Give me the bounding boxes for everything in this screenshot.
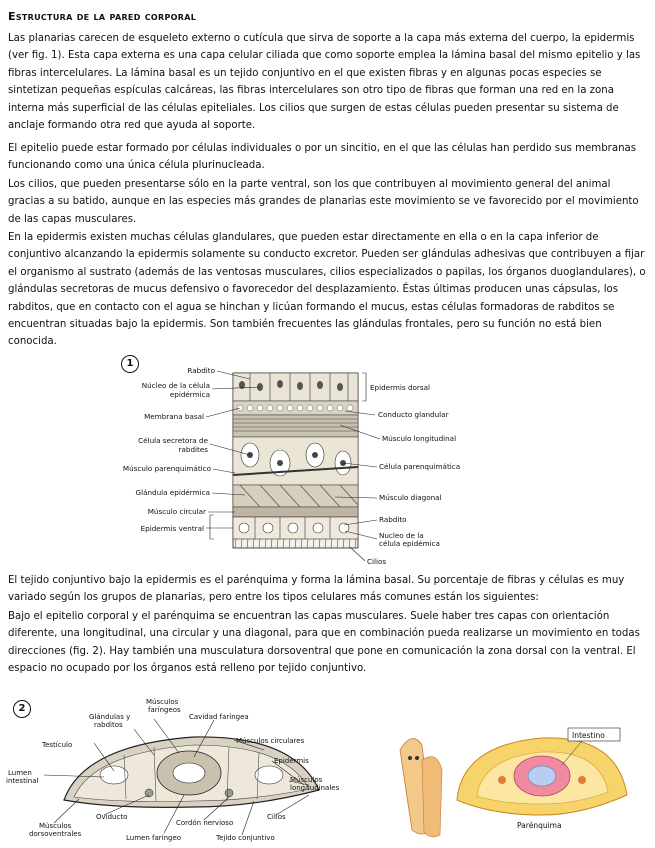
paragraph-cilios: Los cilios, que pueden presentarse sólo en la parte ventral, son los que contribuyen al movimiento general del animal gracias a su batido, aunque en las especies más grandes de planarias este movimiento se ve favorecido por el movimiento de las capas musculares. — [8, 179, 639, 225]
label-musculo-diagonal: Músculo diagonal — [379, 493, 442, 502]
label-cordon-nervioso: Cordón nervioso — [176, 819, 234, 827]
label-musculos-dorsoventrales-2: dorsoventrales — [29, 830, 82, 838]
label-musculos-faringeos-2: faríngeos — [148, 706, 181, 714]
label-membrana-basal: Membrana basal — [144, 412, 204, 421]
label-musculos-faringeos: Músculos — [146, 698, 179, 706]
paragraph-glandulas: En la epidermis existen muchas células glandulares, que pueden estar directamente en ella o en la capa inferior de conjuntivo alcanzando la epidermis solamente su conducto excretor. Pueden ser glándulas adhesivas que contribuyen a fijar el organismo al sustrato (además de las ventosas musculares, cilios especializados o papilas, los órganos duoglandulares), o glándulas secretoras de mucus defensivo o favorecedor del desplazamiento. Éstas últimas producen unas cápsulas, los rabditos, que en contacto con el agua se hinchan y licúan formando el mucus, estas células formadoras de rabditos se encuentran situadas bajo la epidermis. Son también frecuentes las glándulas frontales, pero su función no está bien conocida. — [8, 232, 646, 348]
label-conducto-glandular: Conducto glandular — [378, 410, 449, 419]
label-glandulas-rabditos: Glándulas y — [89, 713, 131, 721]
label-tejido-conjuntivo: Tejido conjuntivo — [216, 834, 275, 842]
label-musculo-longitudinal: Músculo longitudinal — [382, 434, 457, 443]
tissue-block-illustration — [233, 373, 358, 548]
label-lumen-intestinal: Lumen — [8, 769, 32, 777]
paragraph-capas-musculares: Bajo el epitelio corporal y el parénquima se encuentran las capas musculares. Suele haber tres capas con orientación diferente, una longitudinal, una circular y una diagonal, para que en combinación pueda realizarse un movimiento en todas direcciones (fig. 2). Hay también una musculatura dorsoventral que pone en comunicación la zona dorsal con la ventral. El espacio no ocupado por los órganos está relleno por tejido conjuntivo. — [8, 611, 640, 675]
label-nucleo-celula-epidermica: Núcleo de la célula — [141, 381, 210, 390]
label-musculos-circulares: Músculos circulares — [236, 737, 305, 745]
label-musculo-circular: Músculo circular — [147, 507, 206, 516]
paragraph-epitelio: El epitelio puede estar formado por células individuales o por un sincitio, en el que las células han perdido sus membranas funcionando como una única célula plurinucleada. — [8, 143, 637, 172]
label-rabdito-left: Rabdito — [187, 366, 215, 375]
paragraph-parenquima: El tejido conjuntivo bajo la epidermis es el parénquima y forma la lámina basal. Su porcentaje de fibras y células es muy variado según los grupos de planarias, pero entre los tipos celulares más comunes están los siguientes: — [8, 575, 625, 604]
label-cilios: Cilios — [367, 557, 387, 566]
label-celula-secretora-2: rabdites — [178, 445, 208, 454]
figure-3-planarian-color-illustration — [382, 720, 650, 840]
label-musculo-parenquimatico: Músculo parenquimático — [122, 464, 211, 473]
cross-section-color-illustration — [457, 738, 627, 815]
label-musculos-dorsoventrales: Músculos — [39, 822, 72, 830]
label-musculos-longitudinales: Músculos — [290, 776, 323, 784]
label-musculos-longitudinales-2: longitudinales — [290, 784, 340, 792]
label-parenquima: Parénquima — [517, 821, 562, 830]
label-epidermis-ventral: Epidermis ventral — [140, 524, 204, 533]
figure-1-number: 1 — [121, 355, 139, 373]
document-title: Estructura de la pared corporal — [8, 10, 197, 23]
figure-2-number: 2 — [13, 700, 31, 718]
label-celula-parenquimatica: Célula parenquimática — [379, 462, 461, 471]
figure-1-epidermis-diagram — [100, 355, 520, 570]
label-nucleo-celula-epidemica-2: célula epidémica — [379, 539, 440, 548]
label-oviducto: Oviducto — [96, 813, 128, 821]
figure-2-cross-section-diagram — [4, 695, 374, 845]
label-lumen-intestinal-2: intestinal — [6, 777, 39, 785]
label-celula-secretora: Célula secretora de — [138, 436, 208, 445]
label-intestino: Intestino — [572, 731, 605, 740]
label-lumen-faringeo: Lumen faríngeo — [126, 834, 182, 842]
label-cilios-fig2: Cilios — [267, 813, 286, 821]
label-glandula-epidermica: Glándula epidérmica — [135, 488, 210, 497]
label-epidermis-dorsal: Epidermis dorsal — [370, 383, 431, 392]
label-testiculo: Testículo — [42, 741, 73, 749]
planarian-body-illustration — [400, 739, 442, 837]
label-glandulas-rabditos-2: rabditos — [94, 721, 123, 729]
label-cavidad-faringea: Cavidad faríngea — [189, 713, 249, 721]
paragraph-epidermis: Las planarias carecen de esqueleto externo o cutícula que sirva de soporte a la capa más externa del cuerpo, la epidermis (ver fig. 1). Esta capa externa es una capa celular ciliada que como soporte emplea la lámina basal del mismo epitelio y las fibras intercelulares. La lámina basal es un tejido conjuntivo en el que existen fibras y en algunas pocas especies se sintetizan pequeñas espículas calcáreas, las fibras intercelulares son otro tipo de fibras que forman una red en la zona interna más superficial de las células epiteliales. Los cilios que surgen de estas células pueden presentar su sistema de anclaje formando otra red que ayuda al soporte. — [8, 33, 641, 132]
label-nucleo-celula-epidemica: Nucleo de la — [379, 531, 424, 540]
label-nucleo-celula-epidermica-2: epidérmica — [169, 390, 210, 399]
label-rabdito-right: Rabdito — [379, 515, 407, 524]
cross-section-illustration — [64, 737, 319, 807]
label-epidermis: Epidermis — [274, 757, 309, 765]
